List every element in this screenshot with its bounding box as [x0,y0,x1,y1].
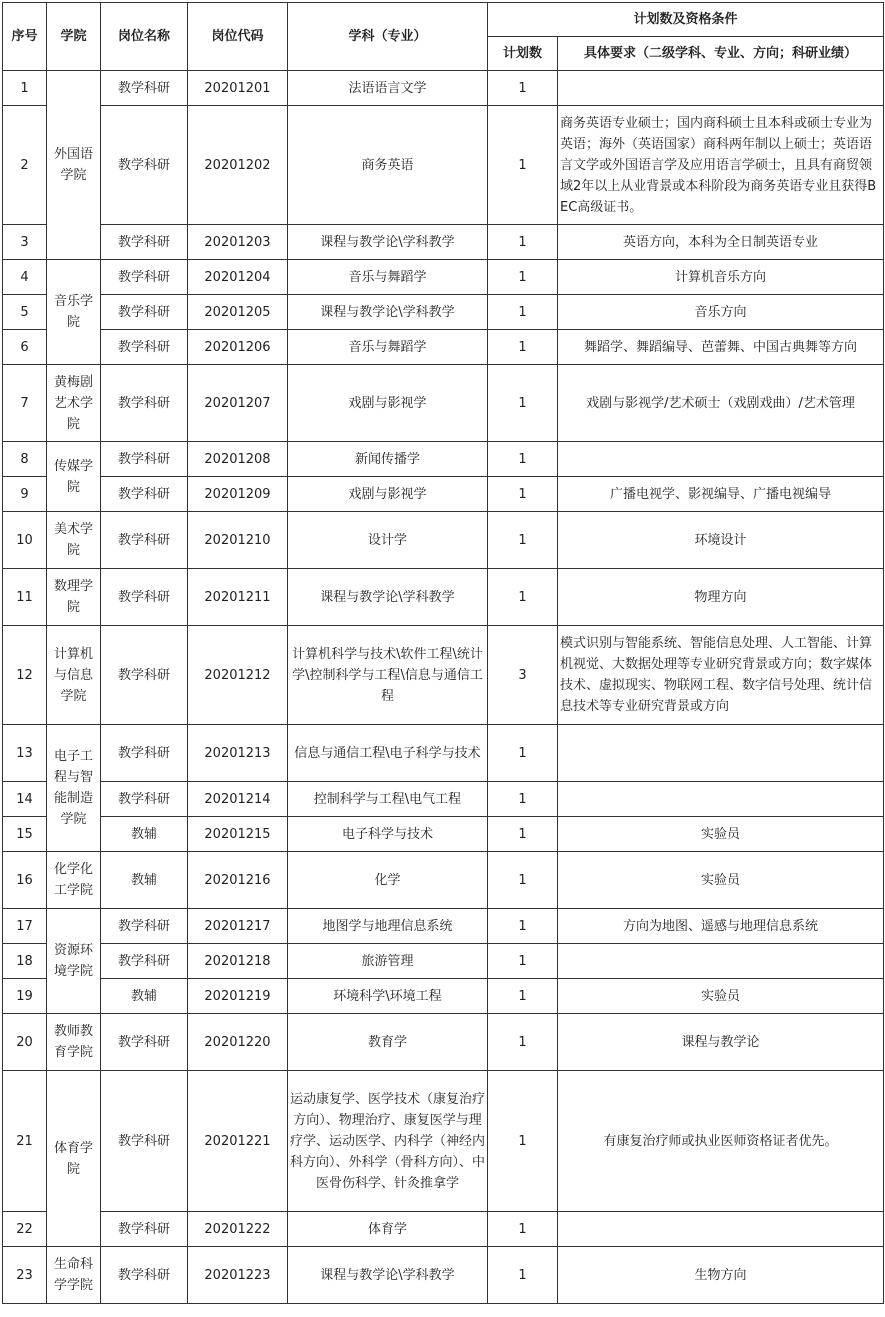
subject-cell: 电子科学与技术 [288,817,488,852]
header-plan-group: 计划数及资格条件 [488,3,884,37]
count-cell: 1 [488,979,558,1014]
table-row [3,782,884,817]
subject-cell: 教育学 [288,1014,488,1071]
count-cell: 1 [488,1071,558,1212]
seq-cell: 19 [3,979,47,1014]
seq-cell: 3 [3,225,47,260]
subject-cell: 课程与教学论\学科教学 [288,295,488,330]
code-cell: 20201207 [188,365,288,442]
table-row [3,442,884,477]
code-cell: 20201209 [188,477,288,512]
seq-cell: 5 [3,295,47,330]
header-position: 岗位名称 [101,3,188,71]
position-cell: 教学科研 [101,725,188,782]
subject-cell: 课程与教学论\学科教学 [288,225,488,260]
table-row [3,979,884,1014]
requirement-cell: 实验员 [558,817,884,852]
position-cell: 教学科研 [101,477,188,512]
position-cell: 教学科研 [101,442,188,477]
table-row [3,330,884,365]
count-cell: 1 [488,442,558,477]
requirement-cell [558,1212,884,1247]
requirement-cell: 实验员 [558,979,884,1014]
code-cell: 20201212 [188,626,288,725]
table-row [3,295,884,330]
count-cell: 1 [488,852,558,909]
subject-cell: 设计学 [288,512,488,569]
count-cell: 1 [488,1212,558,1247]
seq-cell: 20 [3,1014,47,1071]
table-row [3,626,884,725]
table-row [3,1247,884,1304]
table-row [3,512,884,569]
seq-cell: 14 [3,782,47,817]
subject-cell: 戏剧与影视学 [288,365,488,442]
college-cell: 化学化工学院 [47,852,101,909]
code-cell: 20201203 [188,225,288,260]
requirement-cell [558,442,884,477]
table-row [3,1014,884,1071]
table-row [3,365,884,442]
count-cell: 1 [488,944,558,979]
count-cell: 1 [488,909,558,944]
code-cell: 20201222 [188,1212,288,1247]
table-row [3,852,884,909]
position-cell: 教辅 [101,852,188,909]
position-cell: 教学科研 [101,1212,188,1247]
seq-cell: 8 [3,442,47,477]
code-cell: 20201214 [188,782,288,817]
count-cell: 1 [488,1247,558,1304]
requirement-cell: 戏剧与影视学/艺术硕士（戏剧戏曲）/艺术管理 [558,365,884,442]
seq-cell: 6 [3,330,47,365]
table-row [3,1071,884,1212]
table-row [3,817,884,852]
requirement-cell: 模式识别与智能系统、智能信息处理、人工智能、计算机视觉、大数据处理等专业研究背景或方向；数字媒体技术、虚拟现实、物联网工程、数字信号处理、统计信息技术等专业研究背景或方向 [558,626,884,725]
code-cell: 20201206 [188,330,288,365]
code-cell: 20201213 [188,725,288,782]
requirement-cell: 实验员 [558,852,884,909]
header-seq: 序号 [3,3,47,71]
count-cell: 1 [488,512,558,569]
count-cell: 1 [488,295,558,330]
position-cell: 教学科研 [101,260,188,295]
table-row [3,944,884,979]
subject-cell: 新闻传播学 [288,442,488,477]
position-cell: 教学科研 [101,569,188,626]
seq-cell: 18 [3,944,47,979]
requirement-cell: 舞蹈学、舞蹈编导、芭蕾舞、中国古典舞等方向 [558,330,884,365]
subject-cell: 运动康复学、医学技术（康复治疗方向）、物理治疗、康复医学与理疗学、运动医学、内科学（神经内科方向）、外科学（骨科方向）、中医骨伤科学、针灸推拿学 [288,1071,488,1212]
subject-cell: 商务英语 [288,106,488,225]
code-cell: 20201201 [188,71,288,106]
college-cell: 黄梅剧艺术学院 [47,365,101,442]
subject-cell: 计算机科学与技术\软件工程\统计学\控制科学与工程\信息与通信工程 [288,626,488,725]
college-cell: 电子工程与智能制造学院 [47,725,101,852]
position-cell: 教辅 [101,979,188,1014]
code-cell: 20201218 [188,944,288,979]
header-code: 岗位代码 [188,3,288,71]
subject-cell: 信息与通信工程\电子科学与技术 [288,725,488,782]
header-count: 计划数 [488,37,558,71]
subject-cell: 旅游管理 [288,944,488,979]
requirement-cell [558,725,884,782]
table-row [3,106,884,225]
requirement-cell: 物理方向 [558,569,884,626]
count-cell: 1 [488,225,558,260]
code-cell: 20201208 [188,442,288,477]
college-cell: 传媒学院 [47,442,101,512]
count-cell: 1 [488,569,558,626]
requirement-cell: 英语方向，本科为全日制英语专业 [558,225,884,260]
position-cell: 教学科研 [101,71,188,106]
seq-cell: 15 [3,817,47,852]
table-row [3,569,884,626]
college-cell: 数理学院 [47,569,101,626]
table-row [3,725,884,782]
table-row [3,909,884,944]
code-cell: 20201216 [188,852,288,909]
count-cell: 1 [488,477,558,512]
code-cell: 20201204 [188,260,288,295]
seq-cell: 11 [3,569,47,626]
position-cell: 教学科研 [101,782,188,817]
requirement-cell [558,71,884,106]
subject-cell: 课程与教学论\学科教学 [288,1247,488,1304]
count-cell: 1 [488,782,558,817]
requirement-cell: 课程与教学论 [558,1014,884,1071]
college-cell: 美术学院 [47,512,101,569]
subject-cell: 地图学与地理信息系统 [288,909,488,944]
code-cell: 20201219 [188,979,288,1014]
seq-cell: 12 [3,626,47,725]
subject-cell: 环境科学\环境工程 [288,979,488,1014]
position-cell: 教学科研 [101,1247,188,1304]
subject-cell: 戏剧与影视学 [288,477,488,512]
recruitment-table [2,2,884,1304]
code-cell: 20201221 [188,1071,288,1212]
code-cell: 20201202 [188,106,288,225]
requirement-cell: 环境设计 [558,512,884,569]
requirement-cell: 生物方向 [558,1247,884,1304]
position-cell: 教学科研 [101,1014,188,1071]
seq-cell: 22 [3,1212,47,1247]
requirement-cell: 音乐方向 [558,295,884,330]
seq-cell: 1 [3,71,47,106]
requirement-cell [558,782,884,817]
requirement-cell: 计算机音乐方向 [558,260,884,295]
subject-cell: 音乐与舞蹈学 [288,260,488,295]
college-cell: 资源环境学院 [47,909,101,1014]
seq-cell: 16 [3,852,47,909]
seq-cell: 17 [3,909,47,944]
count-cell: 1 [488,330,558,365]
position-cell: 教学科研 [101,1071,188,1212]
count-cell: 1 [488,1014,558,1071]
position-cell: 教学科研 [101,106,188,225]
subject-cell: 化学 [288,852,488,909]
count-cell: 3 [488,626,558,725]
position-cell: 教学科研 [101,944,188,979]
subject-cell: 音乐与舞蹈学 [288,330,488,365]
seq-cell: 9 [3,477,47,512]
subject-cell: 体育学 [288,1212,488,1247]
position-cell: 教学科研 [101,365,188,442]
requirement-cell: 商务英语专业硕士；国内商科硕士且本科或硕士专业为英语；海外（英语国家）商科两年制以上硕士；英语语言文学或外国语言学及应用语言学硕士，且具有商贸领域2年以上从业背景或本科阶段为商务英语专业且获得BEC高级证书。 [558,106,884,225]
code-cell: 20201217 [188,909,288,944]
code-cell: 20201211 [188,569,288,626]
code-cell: 20201223 [188,1247,288,1304]
position-cell: 教辅 [101,817,188,852]
header-requirement: 具体要求（二级学科、专业、方向；科研业绩） [558,37,884,71]
position-cell: 教学科研 [101,225,188,260]
position-cell: 教学科研 [101,626,188,725]
seq-cell: 10 [3,512,47,569]
requirement-cell [558,944,884,979]
college-cell: 外国语学院 [47,71,101,260]
college-cell: 音乐学院 [47,260,101,365]
college-cell: 计算机与信息学院 [47,626,101,725]
count-cell: 1 [488,260,558,295]
subject-cell: 控制科学与工程\电气工程 [288,782,488,817]
seq-cell: 2 [3,106,47,225]
subject-cell: 法语语言文学 [288,71,488,106]
position-cell: 教学科研 [101,512,188,569]
code-cell: 20201210 [188,512,288,569]
college-cell: 教师教育学院 [47,1014,101,1071]
requirement-cell: 广播电视学、影视编导、广播电视编导 [558,477,884,512]
seq-cell: 23 [3,1247,47,1304]
position-cell: 教学科研 [101,295,188,330]
table-row [3,1212,884,1247]
count-cell: 1 [488,71,558,106]
seq-cell: 21 [3,1071,47,1212]
requirement-cell: 有康复治疗师或执业医师资格证者优先。 [558,1071,884,1212]
code-cell: 20201220 [188,1014,288,1071]
college-cell: 生命科学学院 [47,1247,101,1304]
table-row [3,225,884,260]
position-cell: 教学科研 [101,909,188,944]
seq-cell: 13 [3,725,47,782]
header-college: 学院 [47,3,101,71]
code-cell: 20201205 [188,295,288,330]
table-row [3,71,884,106]
table-row [3,477,884,512]
table-body [3,71,884,1304]
count-cell: 1 [488,106,558,225]
code-cell: 20201215 [188,817,288,852]
subject-cell: 课程与教学论\学科教学 [288,569,488,626]
table-row [3,260,884,295]
count-cell: 1 [488,365,558,442]
college-cell: 体育学院 [47,1071,101,1247]
seq-cell: 4 [3,260,47,295]
count-cell: 1 [488,725,558,782]
position-cell: 教学科研 [101,330,188,365]
requirement-cell: 方向为地图、遥感与地理信息系统 [558,909,884,944]
seq-cell: 7 [3,365,47,442]
count-cell: 1 [488,817,558,852]
header-subject: 学科（专业） [288,3,488,71]
